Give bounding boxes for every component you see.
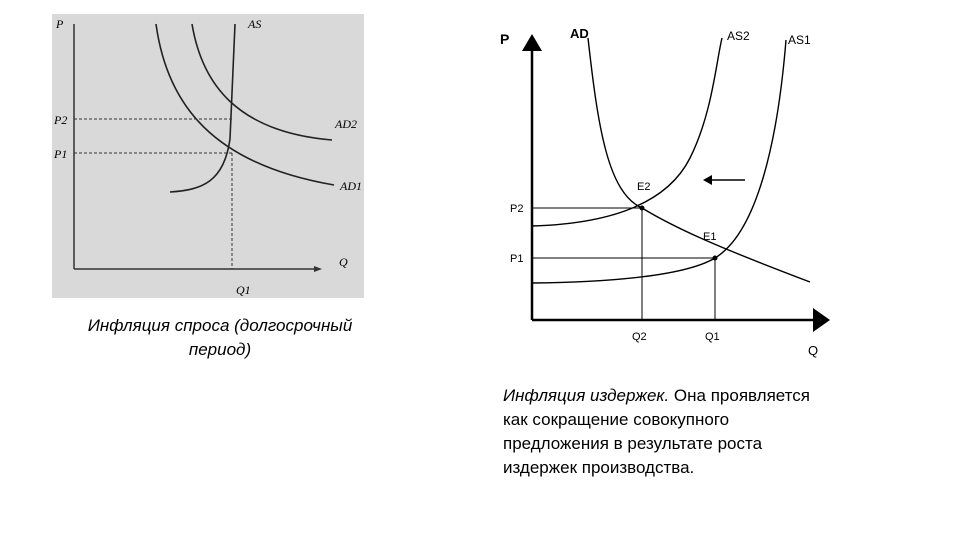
demand-inflation-caption [40,314,400,362]
ad-curve-label: AD [570,26,589,41]
as-curve-label: AS [248,17,262,31]
as2-curve-label: AS2 [727,29,750,43]
caption-line: период) [188,340,252,359]
ad2-curve-label: AD2 [335,117,357,131]
q2-label: Q2 [632,331,647,343]
p1-label: P1 [54,147,68,161]
e1-label: E1 [703,231,717,243]
x-axis-arrow-icon [314,266,322,272]
as1-curve [532,40,786,283]
x-axis-arrow-icon [813,308,830,332]
y-axis-arrow-icon [522,34,542,51]
e2-label: E2 [637,181,651,193]
as1-curve-label: AS1 [788,33,811,47]
p2-label: P2 [510,203,524,215]
ad1-curve [156,24,334,185]
ad-curve [588,38,810,282]
cost-inflation-caption [503,384,903,480]
caption-line [503,384,903,408]
caption-line: Инфляция спроса (долгосрочный [87,316,353,335]
as2-curve [532,38,722,226]
shift-arrow-head-icon [703,175,712,185]
p2-label: P2 [54,113,68,127]
y-axis-label: P [56,17,64,31]
as-curve [170,24,235,192]
demand-inflation-svg [52,14,364,298]
x-axis-label: Q [808,343,819,358]
demand-inflation-diagram [52,14,364,298]
q1-label: Q1 [705,331,720,343]
ad2-curve [192,24,332,140]
caption-emphasis: Инфляция издержек. [503,386,670,405]
q1-label: Q1 [236,283,251,297]
x-axis-label: Q [339,255,348,269]
caption-line: издержек производства. [503,458,695,477]
y-axis-label: P [500,31,510,47]
caption-line: предложения в результате роста [503,434,763,453]
cost-inflation-svg [490,18,840,363]
cost-inflation-diagram [490,18,840,363]
caption-text: Она проявляется [669,386,810,405]
ad1-curve-label: AD1 [340,179,362,193]
caption-line: как сокращение совокупного [503,410,730,429]
p1-label: P1 [510,253,524,265]
